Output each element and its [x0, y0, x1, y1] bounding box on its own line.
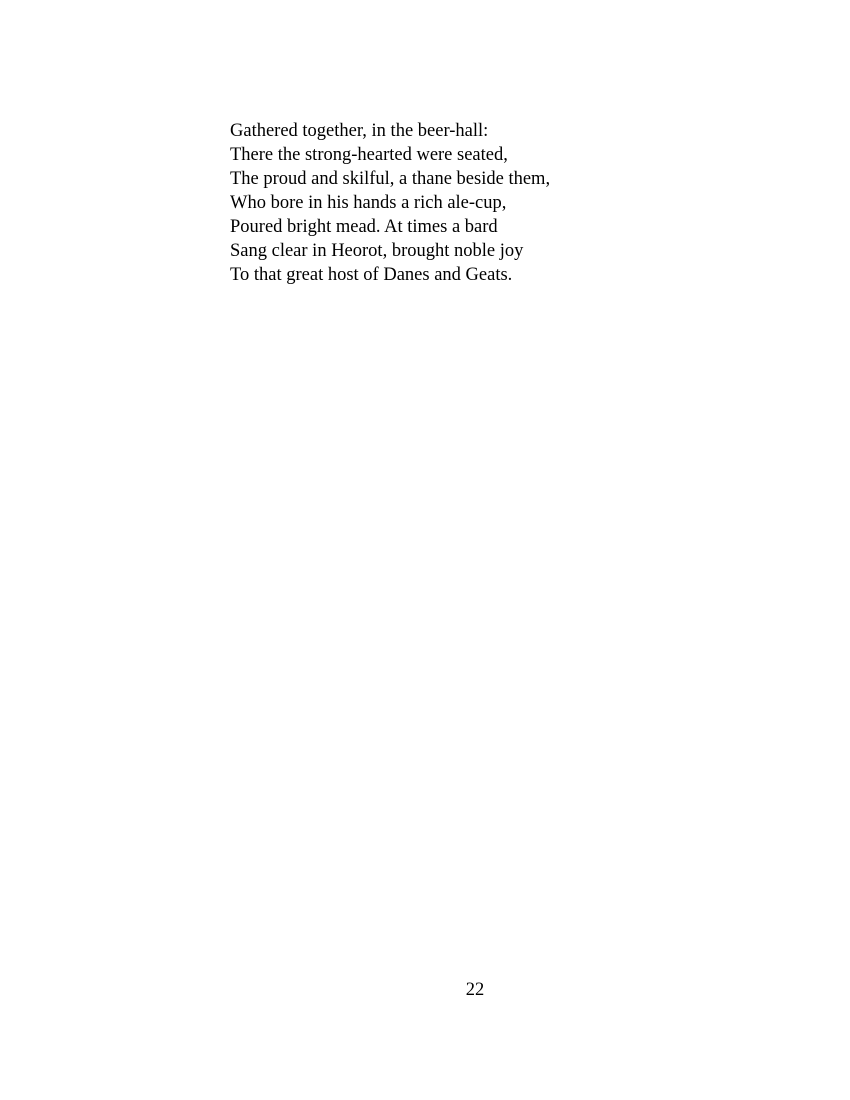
- poem-line: Sang clear in Heorot, brought noble joy: [230, 241, 524, 261]
- poem-line: Who bore in his hands a rich ale-cup,: [230, 193, 507, 213]
- page-number: 22: [465, 980, 485, 1000]
- poem-line: Gathered together, in the beer-hall:: [230, 121, 489, 141]
- poem-line: There the strong-hearted were seated,: [230, 145, 508, 165]
- poem-text: [230, 119, 550, 287]
- poem-line: To that great host of Danes and Geats.: [230, 265, 513, 285]
- poem-line: The proud and skilful, a thane beside them,: [230, 169, 551, 189]
- poem-line: Poured bright mead. At times a bard: [230, 217, 498, 237]
